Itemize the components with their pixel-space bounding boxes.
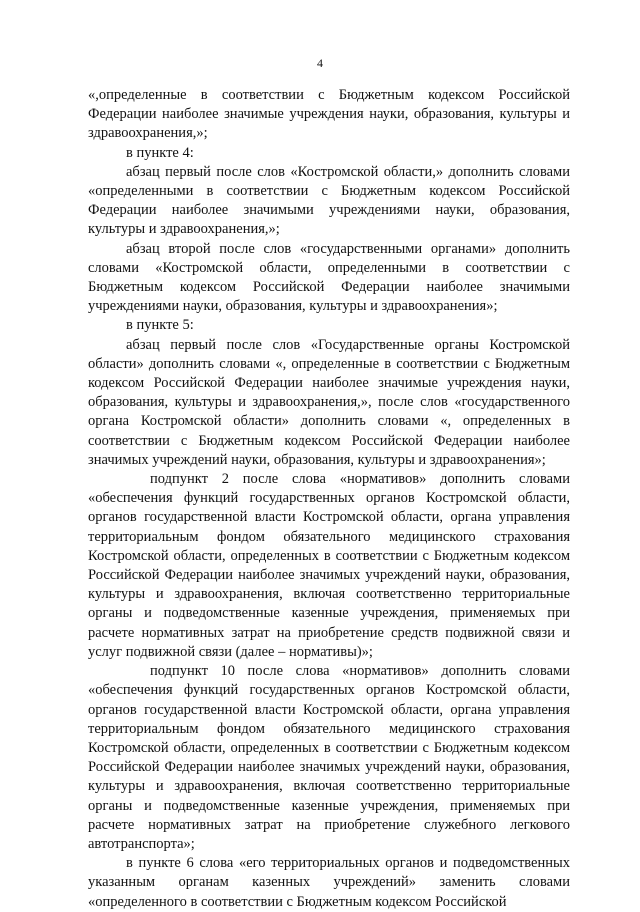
paragraph: в пункте 4: [126,144,194,161]
paragraph: подпункт 10 после слова «нормативов» дополнить словами «обеспечения функций государственных органов Костромской области, органов государственной власти Костромской области, органа управления территориальным фондом обязательного медицинского страхования Костромской области, определенных в соответствии с Бюджетным кодексом Российской Федерации наиболее значимых учреждений науки, образования, культуры и здравоохранения, включая соответственно территориальные органы и подведомственные казенные учреждения, применяемых при расчете нормативных затрат на приобретение служебного легкового автотранспорта»; [88,663,570,852]
paragraph: «,определенные в соответствии с Бюджетным кодексом Российской Федерации наиболее значимые учреждения науки, образования, культуры и здравоохранения,»; [88,87,570,142]
page-number: 4 [317,56,323,70]
paragraph: абзац первый после слов «Государственные органы Костромской области» дополнить словами «, определенные в соответствии с Бюджетным кодексом Российской Федерации наиболее значимые учреждения науки, образования, культуры и здравоохранения,», после слов «государственного органа Костромской области» дополнить словами «, определенных в соответствии с Бюджетным кодексом Российской Федерации наиболее значимых учреждений науки, образования, культуры и здравоохранения»; [88,336,570,468]
paragraph: абзац первый после слов «Костромской области,» дополнить словами «определенными в соответствии с Бюджетным кодексом Российской Федерации наиболее значимыми учреждениями науки, образования, культуры и здравоохранения,»; [88,163,570,238]
paragraph: подпункт 2 после слова «нормативов» дополнить словами «обеспечения функций государственных органов Костромской области, органов государственной власти Костромской области, органа управления территориальным фондом обязательного медицинского страхования Костромской области, определенных в соответствии с Бюджетным кодексом Российской Федерации наиболее значимых учреждений науки, образования, культуры и здравоохранения, включая соответственно территориальные органы и подведомственные казенные учреждения, применяемых при расчете нормативных затрат на приобретение средств подвижной связи и услуг подвижной связи (далее – нормативы)»; [88,471,570,660]
document-body [88,86,570,912]
paragraph: абзац второй после слов «государственными органами» дополнить словами «Костромской области, определенными в соответствии с Бюджетным кодексом Российской Федерации наиболее значимыми учреждениями науки, образования, культуры и здравоохранения»; [88,240,570,315]
paragraph: в пункте 5: [126,317,194,334]
paragraph: в пункте 6 слова «его территориальных органов и подведомственных указанным органам казенных учреждений» заменить словами «определенного в соответствии с Бюджетным кодексом Российской [88,855,570,910]
